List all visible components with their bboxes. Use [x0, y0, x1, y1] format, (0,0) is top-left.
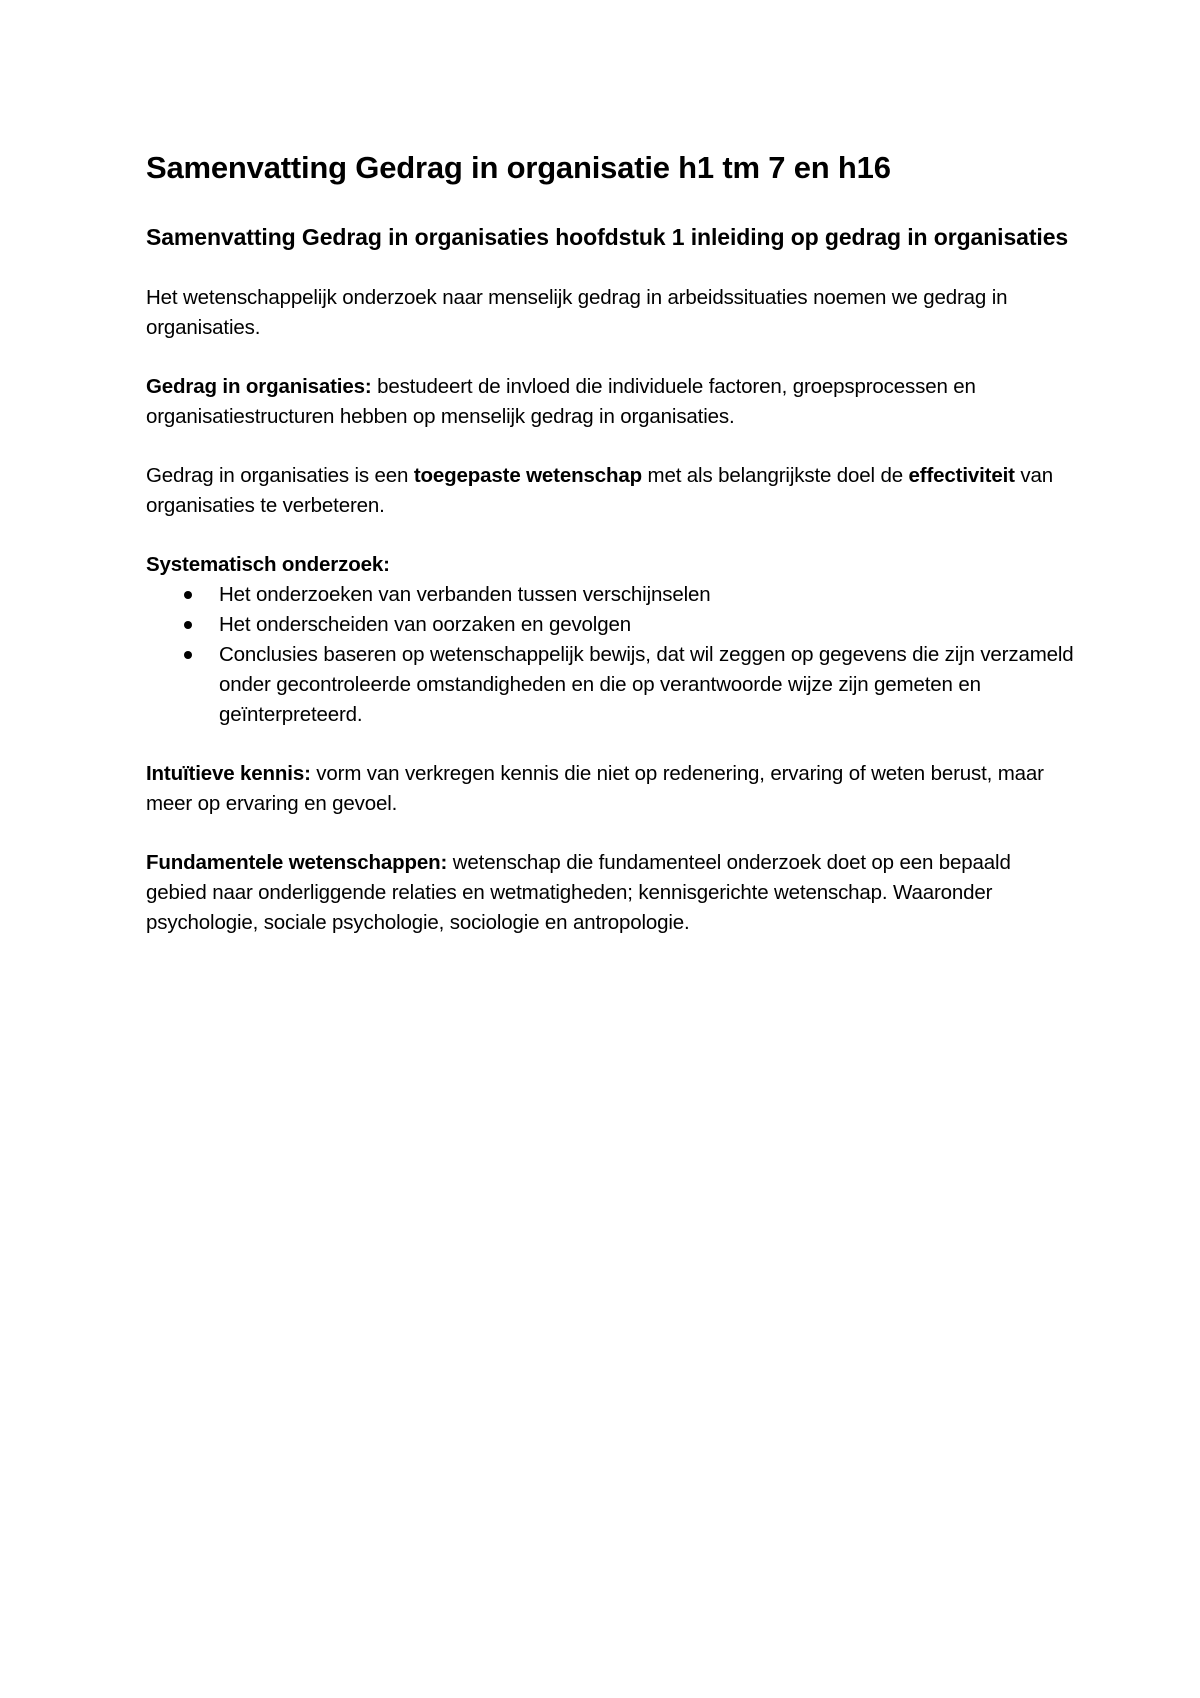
list-item — [146, 610, 1076, 640]
bullet-icon — [184, 591, 192, 599]
definition-text: bestudeert de invloed die individuele factoren, groepsprocessen en organisatiestructuren hebben op menselijk gedrag in organisaties. — [146, 375, 976, 428]
systematic-research-heading — [146, 550, 1076, 580]
applied-science-paragraph — [146, 461, 1076, 521]
list-item-text: Conclusies baseren op wetenschappelijk bewijs, dat wil zeggen op gegevens die zijn verzameld onder gecontroleerde omstandigheden en die op verantwoorde wijze zijn gemeten en geïnterpreteerd. — [219, 643, 1074, 726]
fundamental-sciences-text: wetenschap die fundamenteel onderzoek doet op een bepaald gebied naar onderliggende relaties en wetmatigheden; kennisgerichte wetenschap. Waaronder psychologie, sociale psychologie, sociologie en antropologie. — [146, 851, 1011, 934]
systematic-research-term: Systematisch onderzoek: — [146, 553, 390, 576]
applied-text-part1: Gedrag in organisaties is een — [146, 464, 414, 487]
list-item — [146, 580, 1076, 610]
intuitive-knowledge-paragraph — [146, 759, 1076, 819]
intro-paragraph: Het wetenschappelijk onderzoek naar menselijk gedrag in arbeidssituaties noemen we gedrag in organisaties. — [146, 286, 1008, 339]
intuitive-knowledge-term: Intuïtieve kennis: — [146, 762, 311, 785]
applied-text-part3: van organisaties te verbeteren. — [146, 464, 1053, 517]
document-body — [146, 148, 1076, 938]
chapter-heading: Samenvatting Gedrag in organisaties hoofdstuk 1 inleiding op gedrag in organisaties — [146, 224, 1069, 250]
bullet-icon — [184, 621, 192, 629]
systematic-research-list — [146, 580, 1076, 730]
list-item — [146, 640, 1076, 730]
fundamental-sciences-paragraph — [146, 848, 1076, 938]
applied-bold-term2: effectiviteit — [908, 464, 1015, 487]
definition-term: Gedrag in organisaties: — [146, 375, 372, 398]
applied-bold-term1: toegepaste wetenschap — [413, 464, 642, 487]
definition-paragraph-gio — [146, 372, 1076, 432]
list-item-text: Het onderscheiden van oorzaken en gevolgen — [219, 613, 631, 636]
document-title: Samenvatting Gedrag in organisatie h1 tm 7 en h16 — [146, 150, 891, 185]
fundamental-sciences-term: Fundamentele wetenschappen: — [146, 851, 448, 874]
applied-text-part2: met als belangrijkste doel de — [641, 464, 909, 487]
intuitive-knowledge-text: vorm van verkregen kennis die niet op redenering, ervaring of weten berust, maar meer op ervaring en gevoel. — [146, 762, 1044, 815]
bullet-icon — [184, 651, 192, 659]
list-item-text: Het onderzoeken van verbanden tussen verschijnselen — [219, 583, 711, 606]
